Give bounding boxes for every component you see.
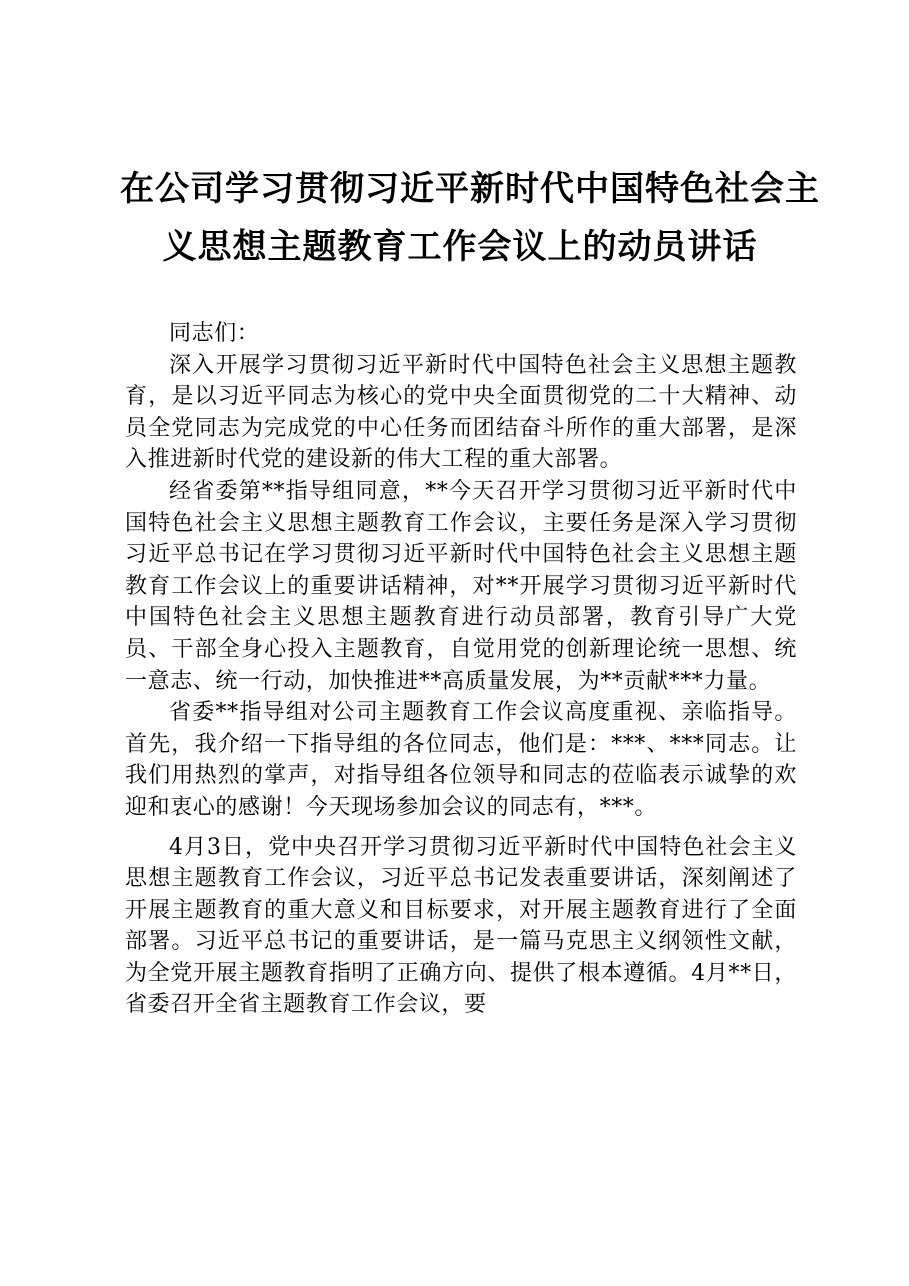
paragraph-1: 深入开展学习贯彻习近平新时代中国特色社会主义思想主题教育，是以习近平同志为核心的党中央全面贯彻党的二十大精神、动员全党同志为完成党的中心任务而团结奋斗所作的重大部署，是深入推进新时代党的建设新的伟大工程的重大部署。 <box>125 352 797 473</box>
paragraph-3: 省委**指导组对公司主题教育工作会议高度重视、亲临指导。首先，我介绍一下指导组的各位同志，他们是：***、***同志。让我们用热烈的掌声，对指导组各位领导和同志的莅临表示诚挚的欢迎和衷心的感谢！今天现场参加会议的同志有，***。 <box>125 700 797 820</box>
document-body <box>125 318 797 1021</box>
title-line-2: 义思想主题教育工作会议上的动员讲话 <box>162 227 758 267</box>
salutation: 同志们： <box>169 321 260 346</box>
document-title <box>120 160 820 276</box>
paragraph-4: 4月3日，党中央召开学习贯彻习近平新时代中国特色社会主义思想主题教育工作会议，习近平总书记发表重要讲话，深刻阐述了开展主题教育的重大意义和目标要求，对开展主题教育进行了全面部署。习近平总书记的重要讲话，是一篇马克思主义纲领性文献，为全党开展主题教育指明了正确方向、提供了根本遵循。4月**日，省委召开全省主题教育工作会议，要 <box>125 834 797 1018</box>
title-line-1: 在公司学习贯彻习近平新时代中国特色社会主 <box>120 169 820 209</box>
paragraph-2: 经省委第**指导组同意，**今天召开学习贯彻习近平新时代中国特色社会主义思想主题教育工作会议，主要任务是深入学习贯彻习近平总书记在学习贯彻习近平新时代中国特色社会主义思想主题教育工作会议上的重要讲话精神，对**开展学习贯彻习近平新时代中国特色社会主义思想主题教育进行动员部署，教育引导广大党员、干部全身心投入主题教育，自觉用党的创新理论统一思想、统一意志、统一行动，加快推进**高质量发展，为**贡献***力量。 <box>125 478 797 694</box>
